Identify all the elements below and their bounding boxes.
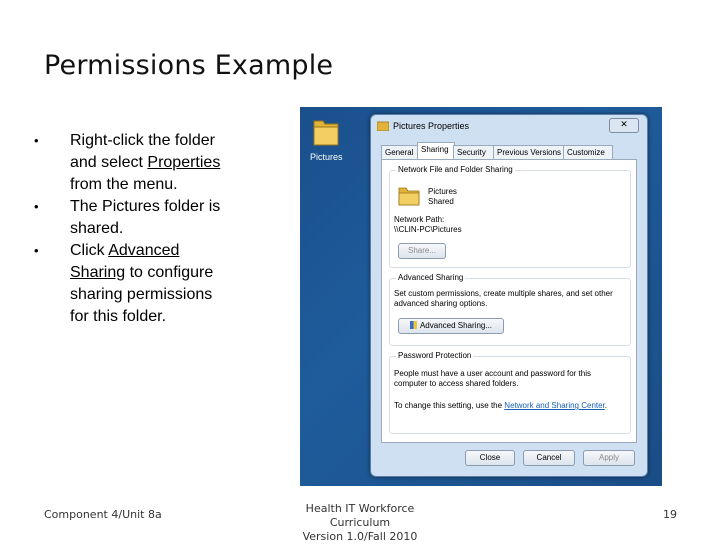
change-setting-end: . [604, 401, 608, 410]
bullet-list [34, 130, 254, 328]
bullet-text: The Pictures folder is [70, 198, 221, 215]
password-description: People must have a user account and password for this computer to access shared folders. [394, 369, 591, 388]
share-state: Shared [428, 197, 454, 206]
bullet-text: sharing permissions [70, 286, 213, 303]
properties-dialog [370, 114, 648, 477]
advanced-sharing-group [389, 273, 631, 346]
password-change-text [394, 401, 630, 411]
bullet-item-2 [34, 196, 254, 240]
close-button[interactable]: Close [465, 450, 515, 466]
cancel-button[interactable]: Cancel [523, 450, 575, 466]
footer-component: Component 4/Unit 8a [44, 508, 162, 521]
advanced-sharing-button[interactable] [398, 318, 504, 334]
bullet-item-3 [34, 240, 254, 328]
network-path-value: \\CLIN-PC\Pictures [394, 225, 462, 234]
network-sharing-center-link[interactable]: Network and Sharing Center [504, 401, 605, 410]
bullet-dot: • [34, 133, 39, 148]
folder-icon[interactable] [312, 117, 340, 147]
windows-screenshot [300, 107, 662, 486]
bullet-text: to configure [125, 264, 214, 281]
advanced-sharing-label: Advanced Sharing... [419, 321, 493, 330]
folder-icon [398, 185, 420, 207]
page-number: 19 [663, 508, 677, 521]
group-legend: Network File and Folder Sharing [398, 165, 513, 174]
group-legend: Advanced Sharing [398, 273, 464, 282]
network-sharing-group [389, 165, 631, 268]
tab-previous-versions[interactable]: Previous Versions [493, 145, 565, 159]
tab-customize[interactable]: Customize [563, 145, 613, 159]
tab-security[interactable]: Security [453, 145, 495, 159]
slide-title: Permissions Example [44, 50, 334, 81]
bullet-text: from the menu. [70, 176, 178, 193]
password-protection-group [389, 351, 631, 434]
bullet-text: Click [70, 242, 109, 259]
dialog-title: Pictures Properties [393, 121, 470, 131]
folder-name: Pictures [428, 187, 457, 196]
sharing-text: Sharing [70, 264, 126, 281]
advanced-text: Advanced [108, 242, 180, 259]
sharing-panel [381, 159, 637, 443]
close-icon[interactable]: ✕ [609, 118, 639, 133]
bullet-item-1 [34, 130, 254, 196]
dialog-titlebar[interactable] [371, 115, 647, 137]
footer-curriculum [280, 502, 440, 544]
bullet-text: for this folder. [70, 308, 167, 325]
bullet-dot: • [34, 199, 39, 214]
advanced-description: Set custom permissions, create multiple shares, and set other advanced sharing options. [394, 289, 613, 308]
desktop-folder-label: Pictures [310, 152, 343, 162]
network-path-label: Network Path: [394, 215, 445, 224]
folder-icon [377, 121, 389, 131]
bullet-text: Right-click the folder [70, 132, 215, 149]
properties-link-text: Properties [147, 154, 221, 171]
group-legend: Password Protection [398, 351, 472, 360]
tab-sharing[interactable]: Sharing [417, 142, 455, 159]
tab-general[interactable]: General [381, 145, 419, 159]
footer-line-1: Health IT Workforce Curriculum [305, 502, 415, 529]
bullet-text: shared. [70, 220, 124, 237]
bullet-dot: • [34, 243, 39, 258]
bullet-text: and select [70, 154, 148, 171]
shield-icon [410, 321, 417, 329]
share-button[interactable]: Share... [398, 243, 446, 259]
apply-button[interactable]: Apply [583, 450, 635, 466]
change-setting-text: To change this setting, use the [394, 401, 505, 410]
footer-line-2: Version 1.0/Fall 2010 [302, 530, 418, 543]
